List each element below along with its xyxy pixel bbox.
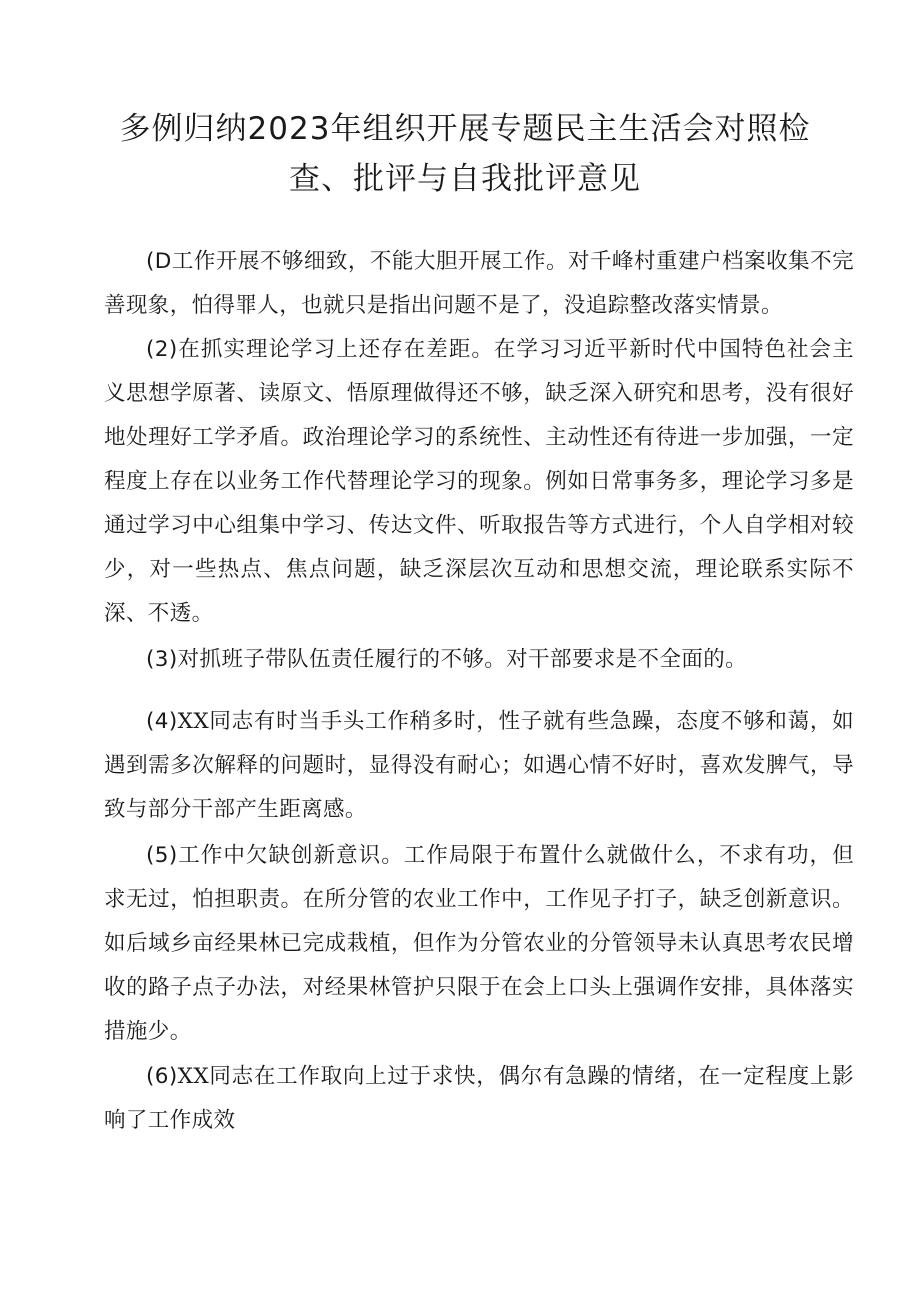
paragraph-marker: (3): [146, 647, 178, 672]
paragraph-6: [104, 1055, 854, 1143]
paragraph-marker: (5): [146, 843, 178, 868]
paragraph-4: [104, 700, 854, 832]
paragraph-text: 对抓班子带队伍责任履行的不够。对干部要求是不全面的。: [177, 647, 748, 672]
paragraph-1: [104, 240, 854, 328]
paragraph-text: XX同志有时当手头工作稍多时，性子就有些急躁，态度不够和蔼，如遇到需多次解释的问题时，显得没有耐心；如遇心情不好时，喜欢发脾气，导致与部分干部产生距离感。: [104, 709, 854, 822]
paragraph-marker: (6): [146, 1064, 178, 1089]
document-title: 多例归纳2023年组织开展专题民主生活会对照检查、批评与自我批评意见: [119, 111, 811, 197]
paragraph-marker: (D: [146, 249, 172, 274]
paragraph-text: 在抓实理论学习上还存在差距。在学习习近平新时代中国特色社会主义思想学原著、读原文、悟原理做得还不够，缺乏深入研究和思考，没有很好地处理好工学矛盾。政治理论学习的系统性、主动性还有待进一步加强，一定程度上存在以业务工作代替理论学习的现象。例如日常事务多，理论学习多是通过学习中心组集中学习、传达文件、听取报告等方式进行，个人自学相对较少，对一些热点、焦点问题，缺乏深层次互动和思想交流，理论联系实际不深、不透。: [104, 337, 854, 626]
paragraph-marker: (4): [146, 709, 178, 734]
paragraph-text: XX同志在工作取向上过于求快，偶尔有急躁的情绪，在一定程度上影响了工作成效: [104, 1064, 854, 1133]
paragraph-5: [104, 834, 854, 1054]
paragraph-marker: (2): [146, 337, 178, 362]
paragraph-text: 工作中欠缺创新意识。工作局限于布置什么就做什么，不求有功，但求无过，怕担职责。在所分管的农业工作中，工作见子打子，缺乏创新意识。如后域乡亩经果林已完成栽植，但作为分管农业的分管领导未认真思考农民增收的路子点子办法，对经果林管护只限于在会上口头上强调作安排，具体落实措施少。: [104, 843, 854, 1044]
paragraph-2: [104, 328, 854, 636]
paragraph-text: 工作开展不够细致，不能大胆开展工作。对千峰村重建户档案收集不完善现象，怕得罪人，也就只是指出问题不是了，没追踪整改落实情景。: [104, 249, 854, 318]
paragraph-3: [104, 638, 854, 682]
